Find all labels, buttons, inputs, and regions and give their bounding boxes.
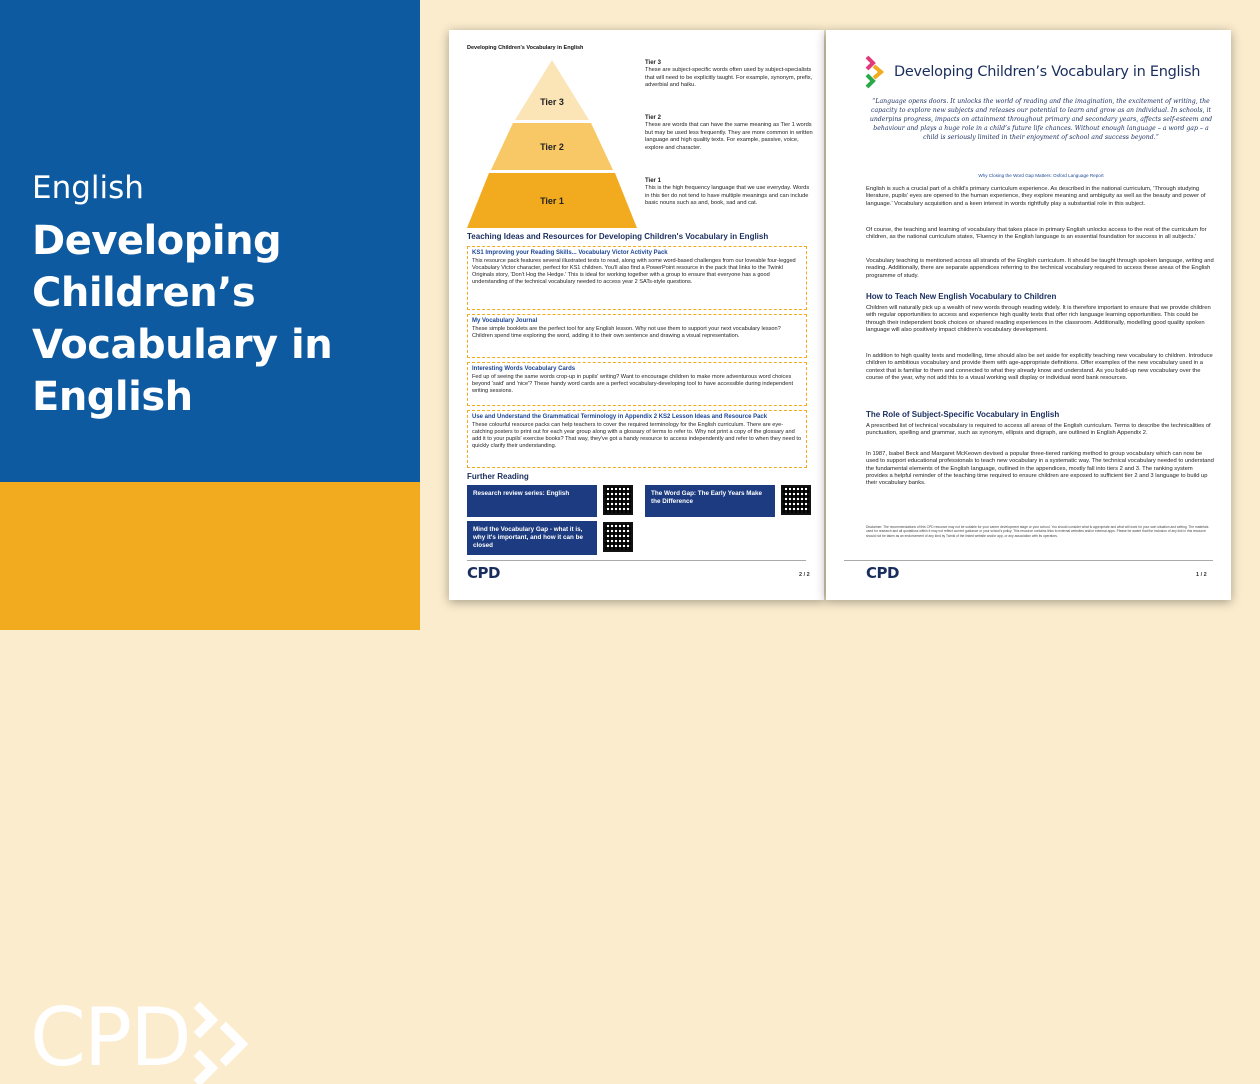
further-reading-link[interactable]: The Word Gap: The Early Years Make the Difference — [645, 485, 775, 517]
footer-divider — [467, 560, 806, 561]
intro-paragraph: Vocabulary teaching is mentioned across all strands of the English curriculum. It should be taught through spoken language, writing and reading. Additionally, there are separate appendices referring to the technical vocabulary required to access these areas of the English programme of study. — [866, 258, 1214, 279]
teaching-ideas-title: Teaching Ideas and Resources for Developing Children's Vocabulary in English — [467, 232, 769, 241]
body-paragraph: In addition to high quality texts and modelling, time should also be set aside for explicitly teaching new vocabulary to children. Introduce children to ambitious vocabulary and provide them with age-appropriate definitions. Offer examples of the new vocabulary used in a context that is familiar to them and connected to what they already know and understand. As you build-up new vocabulary over the course of the year, why not add this to a visual working wall display or individual word bank resources. — [866, 353, 1213, 381]
body-paragraph: Children will naturally pick up a wealth of new words through reading widely. It is therefore important to ensure that we provide children with regular opportunities to access and experience high quality texts that offer rich language learning opportunities. This could be through their independent book choices or shared reading experiences in the classroom. Additionally, modelling good quality spoken language will also positively impact children's vocabulary development. — [866, 305, 1211, 333]
document-page-1 — [826, 30, 1231, 600]
body-paragraph: In 1987, Isabel Beck and Margaret McKeown devised a popular three-tiered ranking method to group vocabulary which can now be used to support educational professionals to teach new vocabulary in a systematic way. The technical vocabulary needed to understand the fundamental elements of the English language, outlined in the appendices, mostly fall into tiers 2 and 3. The ranking system provides a helpful reminder of the teaching time required to ensure children are exposed to sufficient tier 2 and 3 language to build up their vocabulary banks. — [866, 451, 1214, 487]
document-page-2 — [449, 30, 824, 600]
resource-box[interactable]: Use and Understand the Grammatical Terminology in Appendix 2 KS2 Lesson Ideas and Resource Pack These colourful resource packs can help teachers to cover the required terminology for the English curriculum. There are eye-catching posters to print out for each year group along with a glossary of terms to refer to. Why not print a copy of the glossary and add it to your pupils' exercise books? That way, they've got a handy resource to access independently and refer to when they need to quickly clarify their understanding. — [467, 410, 807, 468]
tier-pyramid — [467, 58, 637, 230]
footer-divider — [844, 560, 1213, 561]
intro-paragraph: Of course, the teaching and learning of vocabulary that takes place in primary English unlocks access to the rest of the curriculum for children, as the national curriculum states, 'Fluency in the English language is an essential foundation for success in all subjects.' — [866, 227, 1207, 241]
resource-box[interactable]: My Vocabulary Journal These simple booklets are the perfect tool for any English lesson. Why not use them to support your next vocabulary lesson? Children spend time exploring the word, adding it to their own sentence and drawing a visual representation. — [467, 314, 807, 358]
page-number: 1 / 2 — [1196, 572, 1207, 578]
disclaimer: Disclaimer: The recommendations of this CPD resource may not be suitable for your career development stage or your school. You should consider what is appropriate and what will work for your own situation and setting. The materials used for research and all quotations within it may not reflect current guidance or your school's policy. This resource contains links to external websites and/or external apps. Please be aware that the inclusion of any link in this resource should not be taken as an endorsement of any kind by Twinkl of the linked website and/or app, or any association with its operators. — [866, 525, 1209, 538]
cpd-logo-text: CPD — [30, 991, 190, 1084]
cover-orange-panel — [0, 482, 420, 1084]
cpd-chevron-icon — [864, 54, 886, 90]
qr-code — [781, 485, 811, 515]
quote-source: Why Closing the Word Gap Matters: Oxford Language Report — [978, 173, 1104, 178]
footer-cpd-logo: CPD — [467, 564, 500, 582]
pyramid-label-2: Tier 2 — [540, 142, 564, 152]
further-reading-link[interactable]: Research review series: English — [467, 485, 597, 517]
pyramid-label-3: Tier 3 — [540, 97, 564, 107]
page-number: 2 / 2 — [799, 572, 810, 578]
tier-3-description: Tier 3 These are subject-specific words often used by subject-specialists that will need to be explicitly taught. For example, synonym, prefix, adverbial and haiku. — [645, 60, 813, 89]
resource-box[interactable]: Interesting Words Vocabulary Cards Fed up of seeing the same words crop-up in pupils' writing? Want to encourage children to make more adventurous word choices beyond 'said' and 'nice'? These handy word cards are a perfect vocabulary-developing tool to have accessible during independent writing sessions. — [467, 362, 807, 406]
tier-2-description: Tier 2 These are words that can have the same meaning as Tier 1 words but may be used less frequently. They are more common in written language and high quality texts. For example, passive, voice, explore and character. — [645, 115, 813, 151]
section-heading: How to Teach New English Vocabulary to Children — [866, 292, 1057, 301]
footer-cpd-logo: CPD — [866, 564, 899, 582]
cover-blue-panel — [0, 0, 420, 482]
tier-1-description: Tier 1 This is the high frequency language that we use everyday. Words in this tier do not tend to have multiple meanings and can include basic nouns such as and, book, sad and cat. — [645, 178, 810, 207]
cover-title: Developing Children’s Vocabulary in English — [32, 218, 333, 420]
pyramid-tier-3 — [515, 60, 589, 120]
qr-code — [603, 485, 633, 515]
qr-code — [603, 522, 633, 552]
section-heading: The Role of Subject-Specific Vocabulary in English — [866, 410, 1060, 419]
page-header: Developing Children's Vocabulary in English — [467, 45, 584, 51]
further-reading-title: Further Reading — [467, 472, 529, 481]
cpd-chevron-icon — [190, 994, 270, 1084]
intro-paragraph: English is such a crucial part of a child's primary curriculum experience. As described in the national curriculum, 'Through studying literature, pupils' eyes are opened to the human experience, they explore meaning and ambiguity as well as the beauty and power of language.' Vocabulary acquisition and a keen interest in words rightfully play a substantial role in this subject. — [866, 186, 1206, 207]
page-title: Developing Children’s Vocabulary in English — [894, 64, 1201, 80]
further-reading-link[interactable]: Mind the Vocabulary Gap - what it is, why it's important, and how it can be closed — [467, 521, 597, 555]
subject-label: English — [32, 170, 144, 206]
pyramid-label-1: Tier 1 — [540, 196, 564, 206]
body-paragraph: A prescribed list of technical vocabulary is required to access all areas of the English curriculum. Terms to describe the technicalities of punctuation, spelling and grammar, such as synonym, ellipsis and digraph, are outlined in English Appendix 2. — [866, 423, 1211, 437]
quote: “Language opens doors. It unlocks the world of reading and the imagination, the excitement of writing, the capacity to explore new subjects and releases our potential to learn and grow as an individual. In schools, it underpins progress, impacts on attainment throughout primary and secondary years, affects self-esteem and behaviour and plays a huge role in a child’s future life chances. Without enough language – a word gap – a child is seriously limited in their enjoyment of school and success beyond.” — [869, 98, 1213, 141]
resource-box[interactable]: KS1 Improving your Reading Skills... Vocabulary Victor Activity Pack This resource pack features several illustrated texts to read, along with some word-based challenges from our loveable four-legged Vocabulary Victor character, perfect for KS1 children. You'll also find a PowerPoint resource in the pack that links to the Twinkl Originals story, 'Don't Hog the Hedge.' This is ideal for working together with a group to ensure that everyone has a good understanding of the technical vocabulary needed to access year 2 SATs-style questions. — [467, 246, 807, 310]
